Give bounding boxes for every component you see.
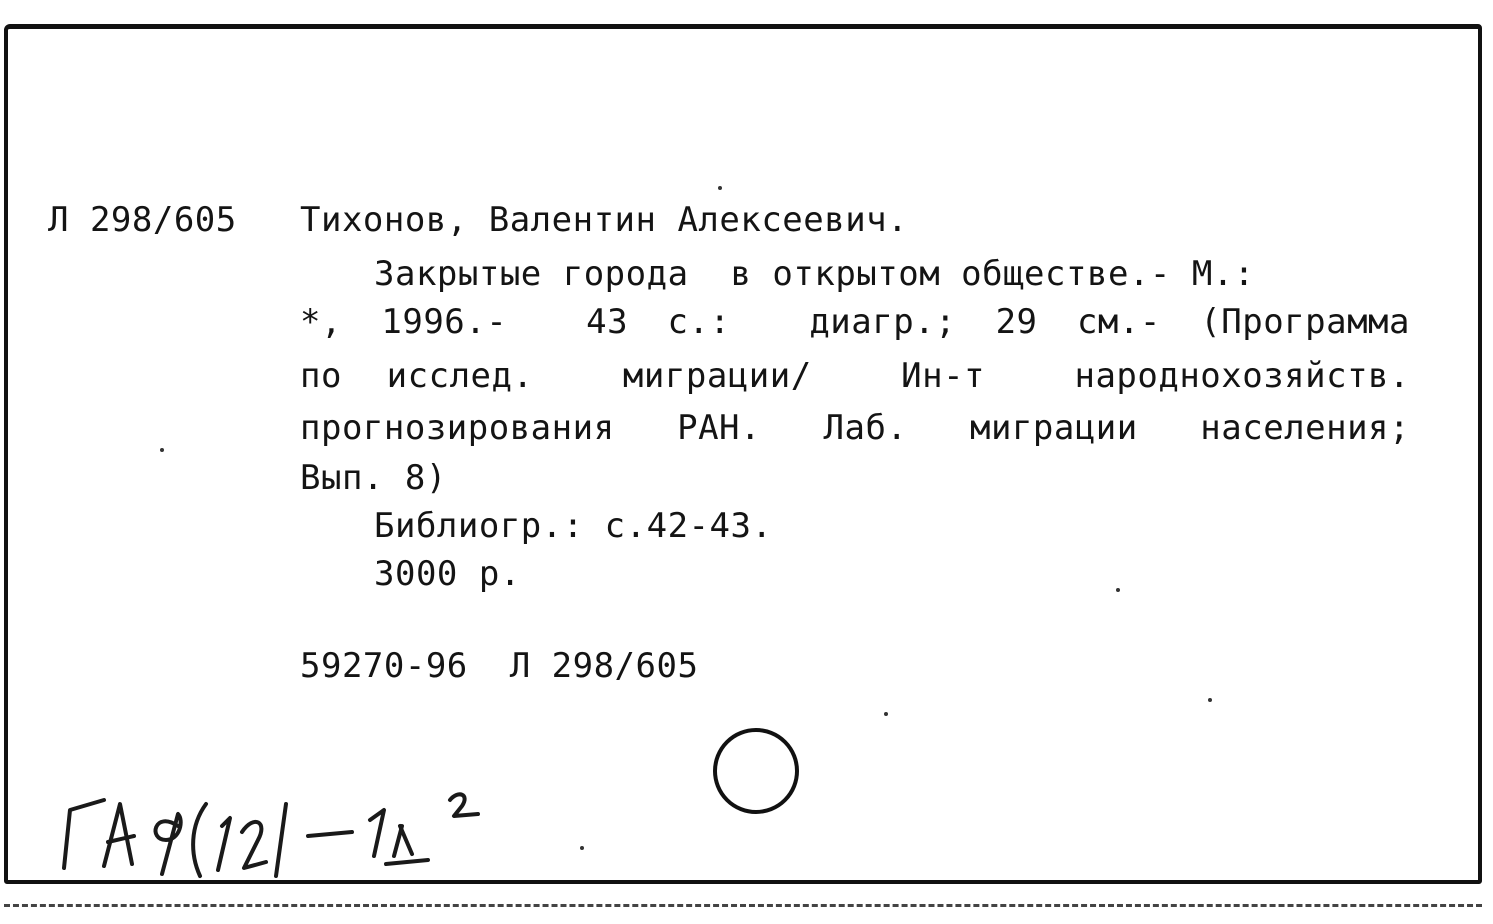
paper-speck [160,448,164,452]
accession-number: 59270-96 Л 298/605 [300,646,699,686]
paper-speck [884,712,888,716]
shelf-mark: Л 298/605 [48,200,237,240]
handwritten-classification-mark [50,770,520,880]
bibliography-note: Библиогр.: с.42-43. [374,506,773,546]
title-line: Закрытые города в открытом обществе.- М.: [374,254,1255,294]
description-line: *, 1996.- 43 с.: диагр.; 29 см.- (Программа [300,302,1410,342]
description-line: прогнозирования РАН. Лаб. миграции населения; [300,408,1410,448]
paper-speck [718,186,722,190]
paper-speck [580,846,584,850]
paper-speck [1116,588,1120,592]
author-heading: Тихонов, Валентин Алексеевич. [300,200,909,240]
description-line: по исслед. миграции/ Ин-т народнохозяйств. [300,356,1410,396]
paper-speck [1208,698,1212,702]
circle-stamp [713,728,799,814]
price: 3000 р. [374,554,521,594]
description-line: Вып. 8) [300,458,447,498]
bottom-edge-rule [4,904,1482,907]
